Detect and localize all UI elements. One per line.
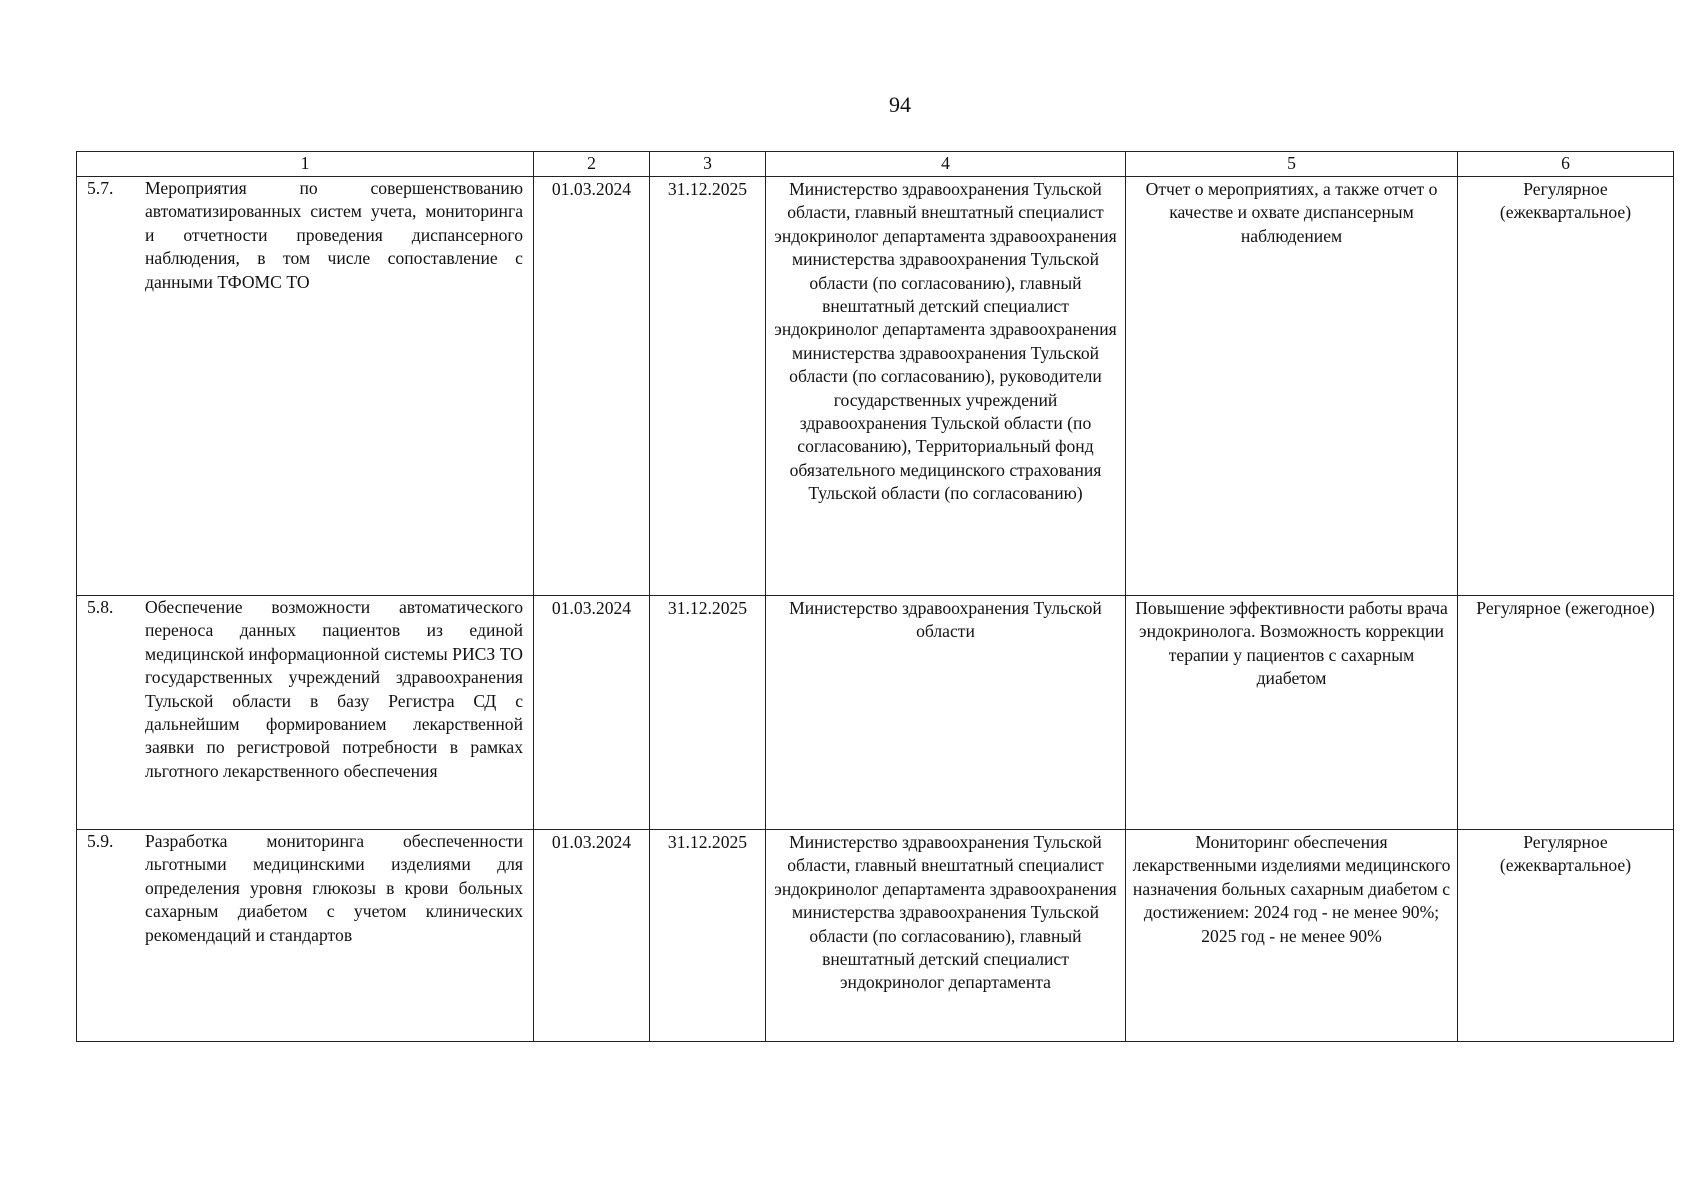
column-header: 4: [766, 152, 1126, 177]
column-header: 2: [534, 152, 650, 177]
row-number: 5.9.: [87, 831, 114, 851]
start-date-cell: [534, 830, 650, 1042]
end-date: 31.12.2025: [667, 598, 748, 618]
column-header: 6: [1458, 152, 1674, 177]
end-date-cell: [650, 830, 766, 1042]
result-text: Мониторинг обеспечения лекарственными изделиями медицинского назначения больных сахарным диабетом с достижением: 2024 год - не менее 90%; 2025 год - не менее 90%: [1132, 832, 1451, 946]
row-number: 5.8.: [87, 597, 114, 617]
measures-table: [76, 151, 1674, 1042]
result-text: Повышение эффективности работы врача эндокринолога. Возможность коррекции терапии у пациентов с сахарным диабетом: [1135, 598, 1448, 689]
header-row: [77, 152, 1674, 177]
end-date: 31.12.2025: [667, 179, 748, 199]
table-row: [77, 830, 1674, 1042]
start-date: 01.03.2024: [551, 179, 632, 199]
column-header: 1: [77, 152, 534, 177]
end-date: 31.12.2025: [667, 832, 748, 852]
periodicity-cell: [1458, 830, 1674, 1042]
column-header: 3: [650, 152, 766, 177]
measure-cell: [77, 596, 534, 830]
responsible-text: Министерство здравоохранения Тульской области, главный внештатный специалист эндокринолог департамента здравоохранения министерства здравоохранения Тульской области (по согласованию), главный внештатный детский специалист эндокринолог департамента здравоохранения министерства здравоохранения Тульской области (по согласованию), руководители государственных учреждений здравоохранения Тульской области (по согласованию), Территориальный фонд обязательного медицинского страхования Тульской области (по согласованию): [774, 179, 1117, 504]
start-date-cell: [534, 596, 650, 830]
periodicity-text: Регулярное (ежегодное): [1476, 598, 1655, 618]
column-header: 5: [1126, 152, 1458, 177]
start-date: 01.03.2024: [551, 598, 632, 618]
page-number: 94: [889, 92, 911, 117]
measure-description: Мероприятия по совершенствованию автоматизированных систем учета, мониторинга и отчетности проведения диспансерного наблюдения, в том числе сопоставление с данными ТФОМС ТО: [145, 178, 523, 292]
start-date: 01.03.2024: [551, 832, 632, 852]
result-cell: [1126, 596, 1458, 830]
row-number: 5.7.: [87, 178, 114, 198]
result-text: Отчет о мероприятиях, а также отчет о качестве и охвате диспансерным наблюдением: [1145, 179, 1438, 246]
responsible-text: Министерство здравоохранения Тульской области: [789, 598, 1102, 642]
periodicity-text: Регулярное (ежеквартальное): [1499, 179, 1632, 223]
responsible-cell: [766, 830, 1126, 1042]
result-cell: [1126, 177, 1458, 596]
periodicity-text: Регулярное (ежеквартальное): [1499, 832, 1632, 876]
result-cell: [1126, 830, 1458, 1042]
table-row: [77, 177, 1674, 596]
periodicity-cell: [1458, 596, 1674, 830]
table-row: [77, 596, 1674, 830]
measure-cell: [77, 177, 534, 596]
responsible-cell: [766, 177, 1126, 596]
periodicity-cell: [1458, 177, 1674, 596]
start-date-cell: [534, 177, 650, 596]
measure-description: Разработка мониторинга обеспеченности льготными медицинскими изделиями для определения уровня глюкозы в крови больных сахарным диабетом с учетом клинических рекомендаций и стандартов: [145, 831, 523, 945]
end-date-cell: [650, 177, 766, 596]
measure-description: Обеспечение возможности автоматического переноса данных пациентов из единой медицинской информационной системы РИСЗ ТО государственных учреждений здравоохранения Тульской области в базу Регистра СД с дальнейшим формированием лекарственной заявки по регистровой потребности в рамках льготного лекарственного обеспечения: [145, 597, 523, 781]
responsible-cell: [766, 596, 1126, 830]
responsible-text: Министерство здравоохранения Тульской области, главный внештатный специалист эндокринолог департамента здравоохранения министерства здравоохранения Тульской области (по согласованию), главный внештатный детский специалист эндокринолог департамента: [774, 832, 1117, 993]
measure-cell: [77, 830, 534, 1042]
end-date-cell: [650, 596, 766, 830]
